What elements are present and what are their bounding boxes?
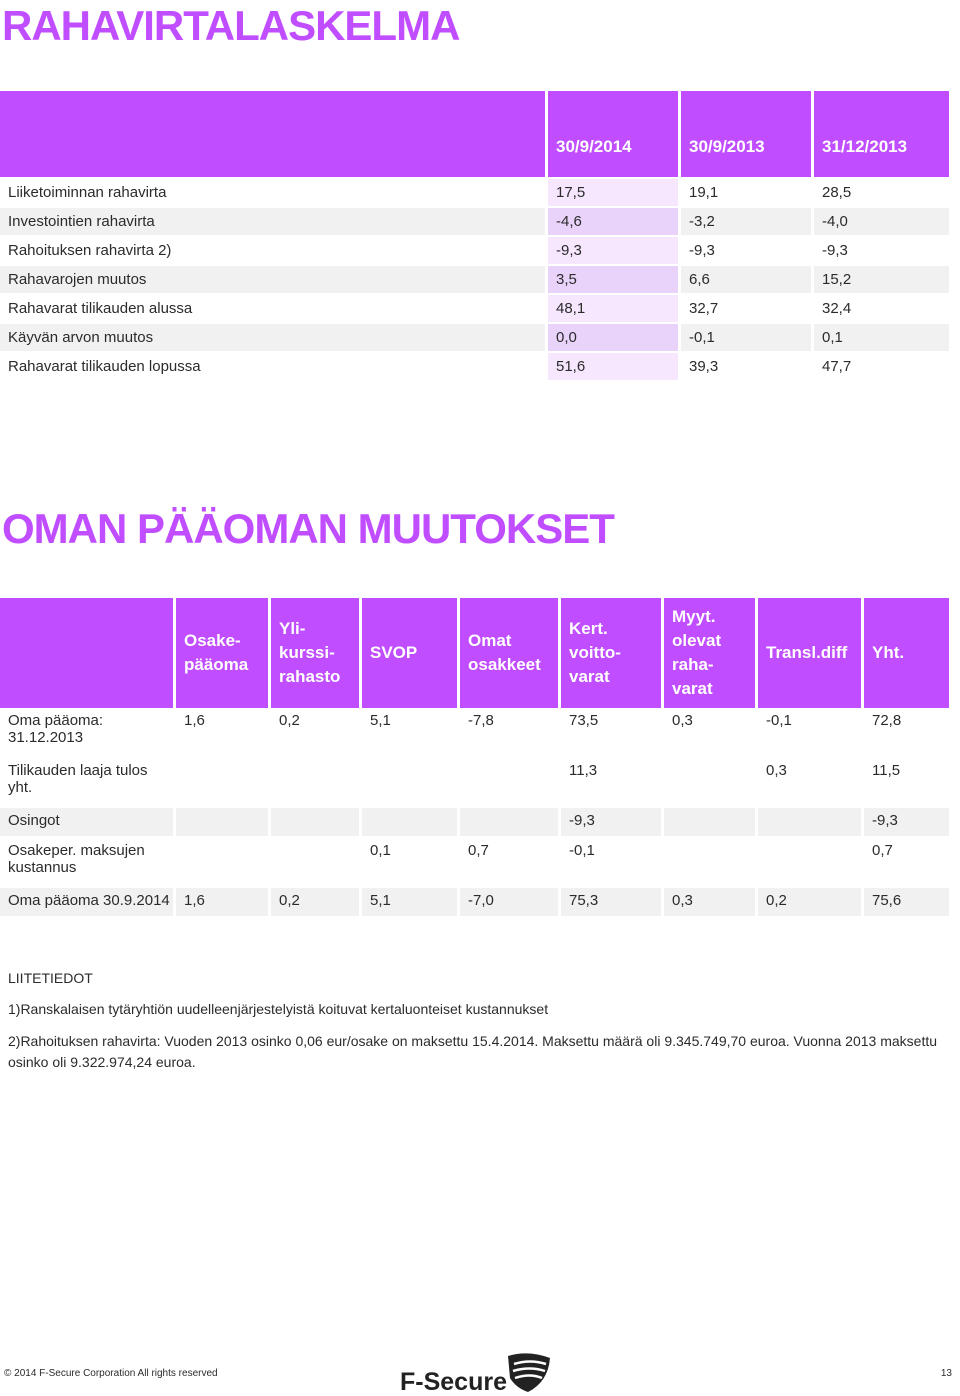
svg-text:F-Secure: F-Secure [400, 1368, 507, 1394]
header-line: rahasto [279, 667, 341, 686]
header-line: Myyt. [672, 607, 716, 626]
cell-value: 0,7 [864, 838, 952, 888]
logo-shield-icon [508, 1353, 550, 1392]
note-item: 2)Rahoituksen rahavirta: Vuoden 2013 osinko 0,06 eur/osake on maksettu 15.4.2014. Maksettu määrä oli 9.345.749,70 euroa. Vuonna 2013 maksettu osinko oli 9.322.974,24 euroa. [8, 1033, 938, 1070]
cell-value: 5,1 [362, 888, 460, 918]
header-line: raha- [672, 655, 714, 674]
cell-value: 39,3 [681, 353, 814, 382]
header-line: Transl.diff [766, 643, 848, 662]
table-row [0, 208, 952, 237]
cell-value: -3,2 [681, 208, 814, 237]
cell-value: 5,1 [362, 708, 460, 758]
table-row [0, 708, 952, 758]
cell-value: 51,6 [548, 353, 681, 382]
header-line: Yli- [279, 619, 306, 638]
table-row [0, 808, 952, 838]
cell-value [664, 838, 758, 888]
row-label: Osakeper. maksujen kustannus [0, 838, 176, 888]
cell-value: -7,8 [460, 708, 561, 758]
table-row [0, 179, 952, 208]
cell-value: -9,3 [548, 237, 681, 266]
cell-value [664, 758, 758, 808]
equity-table [0, 598, 952, 918]
header-line: kurssi- [279, 643, 335, 662]
cell-value: 6,6 [681, 266, 814, 295]
cell-value: 0,0 [548, 324, 681, 353]
cell-value: -0,1 [561, 838, 664, 888]
cell-value [271, 758, 362, 808]
cell-value: 72,8 [864, 708, 952, 758]
cell-value [758, 808, 864, 838]
equity-title: OMAN PÄÄOMAN MUUTOKSET [2, 505, 614, 552]
cell-value: 11,3 [561, 758, 664, 808]
cashflow-table [0, 91, 952, 382]
header-line: osakkeet [468, 655, 541, 674]
equity-column-header [362, 598, 460, 708]
row-label: Oma pääoma: 31.12.2013 [0, 708, 176, 758]
cell-value [271, 838, 362, 888]
header-line: varat [672, 679, 713, 698]
cell-value: 47,7 [814, 353, 952, 382]
row-label: Rahavarat tilikauden lopussa [0, 353, 548, 382]
cashflow-header-blank [0, 91, 548, 179]
table-row [0, 888, 952, 918]
cell-value [362, 758, 460, 808]
header-line: olevat [672, 631, 722, 650]
notes-heading: LIITETIEDOT [8, 970, 93, 986]
table-row [0, 838, 952, 888]
cell-value [758, 838, 864, 888]
cell-value: 75,3 [561, 888, 664, 918]
f-secure-logo [400, 1352, 552, 1394]
cell-value: -9,3 [681, 237, 814, 266]
cell-value: -9,3 [864, 808, 952, 838]
cell-value: 73,5 [561, 708, 664, 758]
cell-value: 0,1 [362, 838, 460, 888]
cell-value: 17,5 [548, 179, 681, 208]
cell-value: -0,1 [758, 708, 864, 758]
cell-value: -9,3 [561, 808, 664, 838]
cashflow-header-row [0, 91, 952, 179]
cell-value: 19,1 [681, 179, 814, 208]
cell-value: 0,3 [758, 758, 864, 808]
equity-column-header [758, 598, 864, 708]
cell-value: 3,5 [548, 266, 681, 295]
cell-value: -4,0 [814, 208, 952, 237]
cell-value [176, 808, 271, 838]
cashflow-column-header: 30/9/2013 [681, 91, 814, 179]
row-label: Rahavarat tilikauden alussa [0, 295, 548, 324]
cell-value [176, 838, 271, 888]
cell-value [460, 758, 561, 808]
cell-value: 0,1 [814, 324, 952, 353]
cell-value: 1,6 [176, 708, 271, 758]
table-row [0, 295, 952, 324]
cell-value: -7,0 [460, 888, 561, 918]
table-row [0, 353, 952, 382]
cell-value: 0,3 [664, 888, 758, 918]
cell-value: 0,3 [664, 708, 758, 758]
cell-value [664, 808, 758, 838]
equity-header-blank [0, 598, 176, 708]
equity-column-header [460, 598, 561, 708]
header-line: Yht. [872, 643, 905, 662]
page-number: 13 [940, 1368, 952, 1379]
cell-value: 11,5 [864, 758, 952, 808]
equity-header-row [0, 598, 952, 708]
cell-value: 28,5 [814, 179, 952, 208]
header-line: varat [569, 667, 610, 686]
cell-value: 0,2 [271, 888, 362, 918]
equity-column-header [271, 598, 362, 708]
footer-copyright: © 2014 F-Secure Corporation All rights reserved [4, 1368, 218, 1379]
note-item: 1)Ranskalaisen tytäryhtiön uudelleenjärjestelyistä koituvat kertaluonteiset kustannukset [8, 1001, 549, 1017]
cell-value [460, 808, 561, 838]
header-line: voitto- [569, 643, 621, 662]
header-line: Osake- [184, 631, 241, 650]
table-row [0, 758, 952, 808]
row-label: Oma pääoma 30.9.2014 [0, 888, 176, 918]
cell-value: -9,3 [814, 237, 952, 266]
header-line: Omat [468, 631, 512, 650]
cell-value: -4,6 [548, 208, 681, 237]
equity-column-header [561, 598, 664, 708]
cell-value: 48,1 [548, 295, 681, 324]
cell-value: 0,2 [758, 888, 864, 918]
table-row [0, 266, 952, 295]
cell-value: 32,4 [814, 295, 952, 324]
cell-value [176, 758, 271, 808]
cell-value [271, 808, 362, 838]
cashflow-column-header: 30/9/2014 [548, 91, 681, 179]
row-label: Tilikauden laaja tulos yht. [0, 758, 176, 808]
row-label: Rahavarojen muutos [0, 266, 548, 295]
row-label: Osingot [0, 808, 176, 838]
header-line: pääoma [184, 655, 249, 674]
cell-value: 75,6 [864, 888, 952, 918]
cashflow-column-header: 31/12/2013 [814, 91, 952, 179]
cell-value [362, 808, 460, 838]
table-row [0, 324, 952, 353]
table-row [0, 237, 952, 266]
row-label: Käyvän arvon muutos [0, 324, 548, 353]
cell-value: -0,1 [681, 324, 814, 353]
cashflow-title: RAHAVIRTALASKELMA [2, 2, 460, 49]
cell-value: 15,2 [814, 266, 952, 295]
equity-column-header [176, 598, 271, 708]
row-label: Liiketoiminnan rahavirta [0, 179, 548, 208]
header-line: SVOP [370, 643, 418, 662]
cell-value: 0,2 [271, 708, 362, 758]
cell-value: 32,7 [681, 295, 814, 324]
row-label: Rahoituksen rahavirta 2) [0, 237, 548, 266]
cell-value: 0,7 [460, 838, 561, 888]
header-line: Kert. [569, 619, 608, 638]
row-label: Investointien rahavirta [0, 208, 548, 237]
equity-column-header [664, 598, 758, 708]
cell-value: 1,6 [176, 888, 271, 918]
equity-column-header [864, 598, 952, 708]
